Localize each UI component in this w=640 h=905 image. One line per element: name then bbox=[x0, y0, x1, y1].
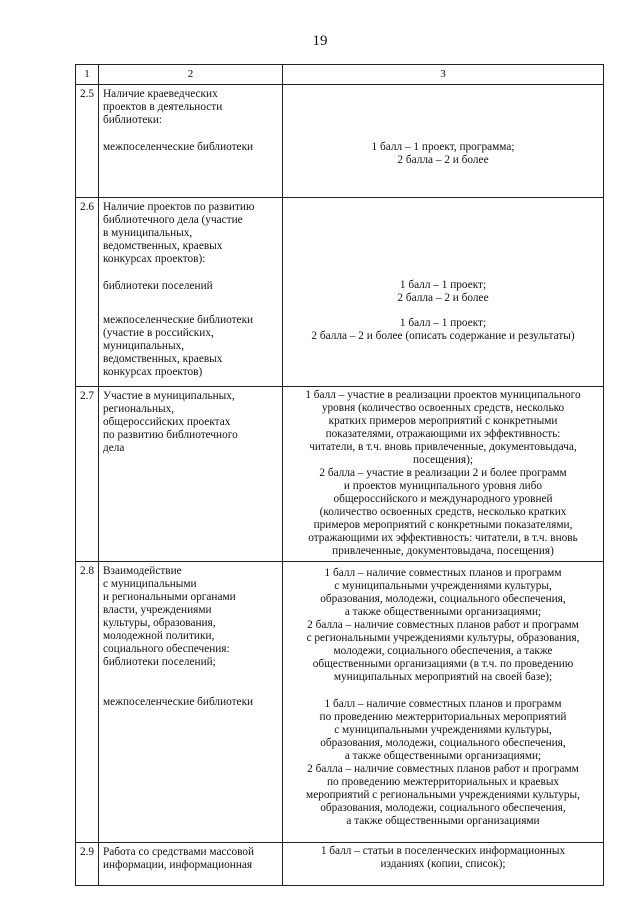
criterion-sub-label: библиотеки поселений bbox=[103, 280, 213, 292]
table-row bbox=[76, 198, 604, 387]
criterion-sub-label: межпоселенческие библиотеки (участие в российских, муниципальных, ведомственных, краевых конкурсах проектов) bbox=[103, 314, 254, 378]
criterion-cell bbox=[99, 198, 283, 387]
score-cell bbox=[283, 387, 604, 562]
score-text: 1 балл – наличие совместных планов и программ с муниципальными учреждениями культуры, образования, молодежи, социального обеспечения, а также общественными организациями; 2 балла – наличие совместных планов работ и программ с региональными учреждениями культуры, образования, молодежи, социального обеспечения, а также общественными организациями (в т.ч. по проведению муниципальных мероприятий на своей базе); bbox=[306, 567, 580, 683]
criterion-title: Наличие проектов по развитию библиотечного дела (участие в муниципальных, ведомственных, краевых конкурсах проектов): bbox=[103, 201, 255, 265]
table-row bbox=[76, 85, 604, 198]
header-col-1: 1 bbox=[76, 65, 99, 85]
page-number: 19 bbox=[312, 33, 328, 49]
criterion-cell bbox=[99, 387, 283, 562]
table-row bbox=[76, 387, 604, 562]
criteria-table bbox=[75, 64, 604, 886]
score-text: 1 балл – наличие совместных планов и программ по проведению межтерриториальных мероприятий с муниципальными учреждениями культуры, образования, молодежи, социального обеспечения, а также общественными организациями; 2 балла – наличие совместных планов работ и программ по проведению межтерриториальных и краевых мероприятий с региональными учреждениями культуры, образования, молодежи, социального обеспечения, а также общественными организациями bbox=[306, 698, 580, 827]
criterion-cell bbox=[99, 562, 283, 843]
score-cell bbox=[283, 562, 604, 843]
score-cell bbox=[283, 198, 604, 387]
row-number: 2.9 bbox=[76, 843, 99, 886]
row-number: 2.7 bbox=[76, 387, 99, 562]
row-number: 2.8 bbox=[76, 562, 99, 843]
score-text: 1 балл – статьи в поселенческих информационных изданиях (копии, список); bbox=[320, 845, 566, 870]
criterion-cell bbox=[99, 843, 283, 886]
table-row bbox=[76, 843, 604, 886]
criterion-title: Участие в муниципальных, региональных, общероссийских проектах по развитию библиотечного дела bbox=[103, 390, 238, 454]
header-col-3: 3 bbox=[283, 65, 604, 85]
row-number: 2.6 bbox=[76, 198, 99, 387]
criterion-title: Взаимодействие с муниципальными и региональными органами власти, учреждениями культуры, образования, молодежной политики, социального обеспечения: библиотеки поселений; bbox=[103, 565, 236, 668]
table-header-row bbox=[76, 65, 604, 85]
row-number: 2.5 bbox=[76, 85, 99, 198]
criterion-sub-label: межпоселенческие библиотеки bbox=[103, 696, 254, 708]
score-cell bbox=[283, 85, 604, 198]
table-row bbox=[76, 562, 604, 843]
criterion-title: Работа со средствами массовой информации, информационная bbox=[103, 846, 255, 871]
score-text: 1 балл – 1 проект; 2 балла – 2 и более (описать содержание и результаты) bbox=[311, 317, 575, 342]
header-col-2: 2 bbox=[99, 65, 283, 85]
score-cell bbox=[283, 843, 604, 886]
score-text: 1 балл – участие в реализации проектов муниципального уровня (количество освоенных средств, несколько кратких примеров мероприятий с конкретными показателями, отражающими их эффективность: читатели, в т.ч. вновь привлеченные, документовыдача, посещения); 2 балла – участие в реализации 2 и более программ и проектов муниципального уровня либо общероссийского и международного уровней (количество освоенных средств, несколько кратких примеров мероприятий с конкретными показателями, отражающими их эффективность: читатели, в т.ч. вновь привлеченные, документовыдача, посещения) bbox=[305, 389, 581, 557]
criterion-sub-label: межпоселенческие библиотеки bbox=[103, 141, 254, 153]
criterion-title: Наличие краеведческих проектов в деятельности библиотеки: bbox=[103, 88, 223, 126]
score-text: 1 балл – 1 проект, программа; 2 балла – 2 и более bbox=[371, 141, 515, 166]
criterion-cell bbox=[99, 85, 283, 198]
score-text: 1 балл – 1 проект; 2 балла – 2 и более bbox=[397, 279, 489, 304]
